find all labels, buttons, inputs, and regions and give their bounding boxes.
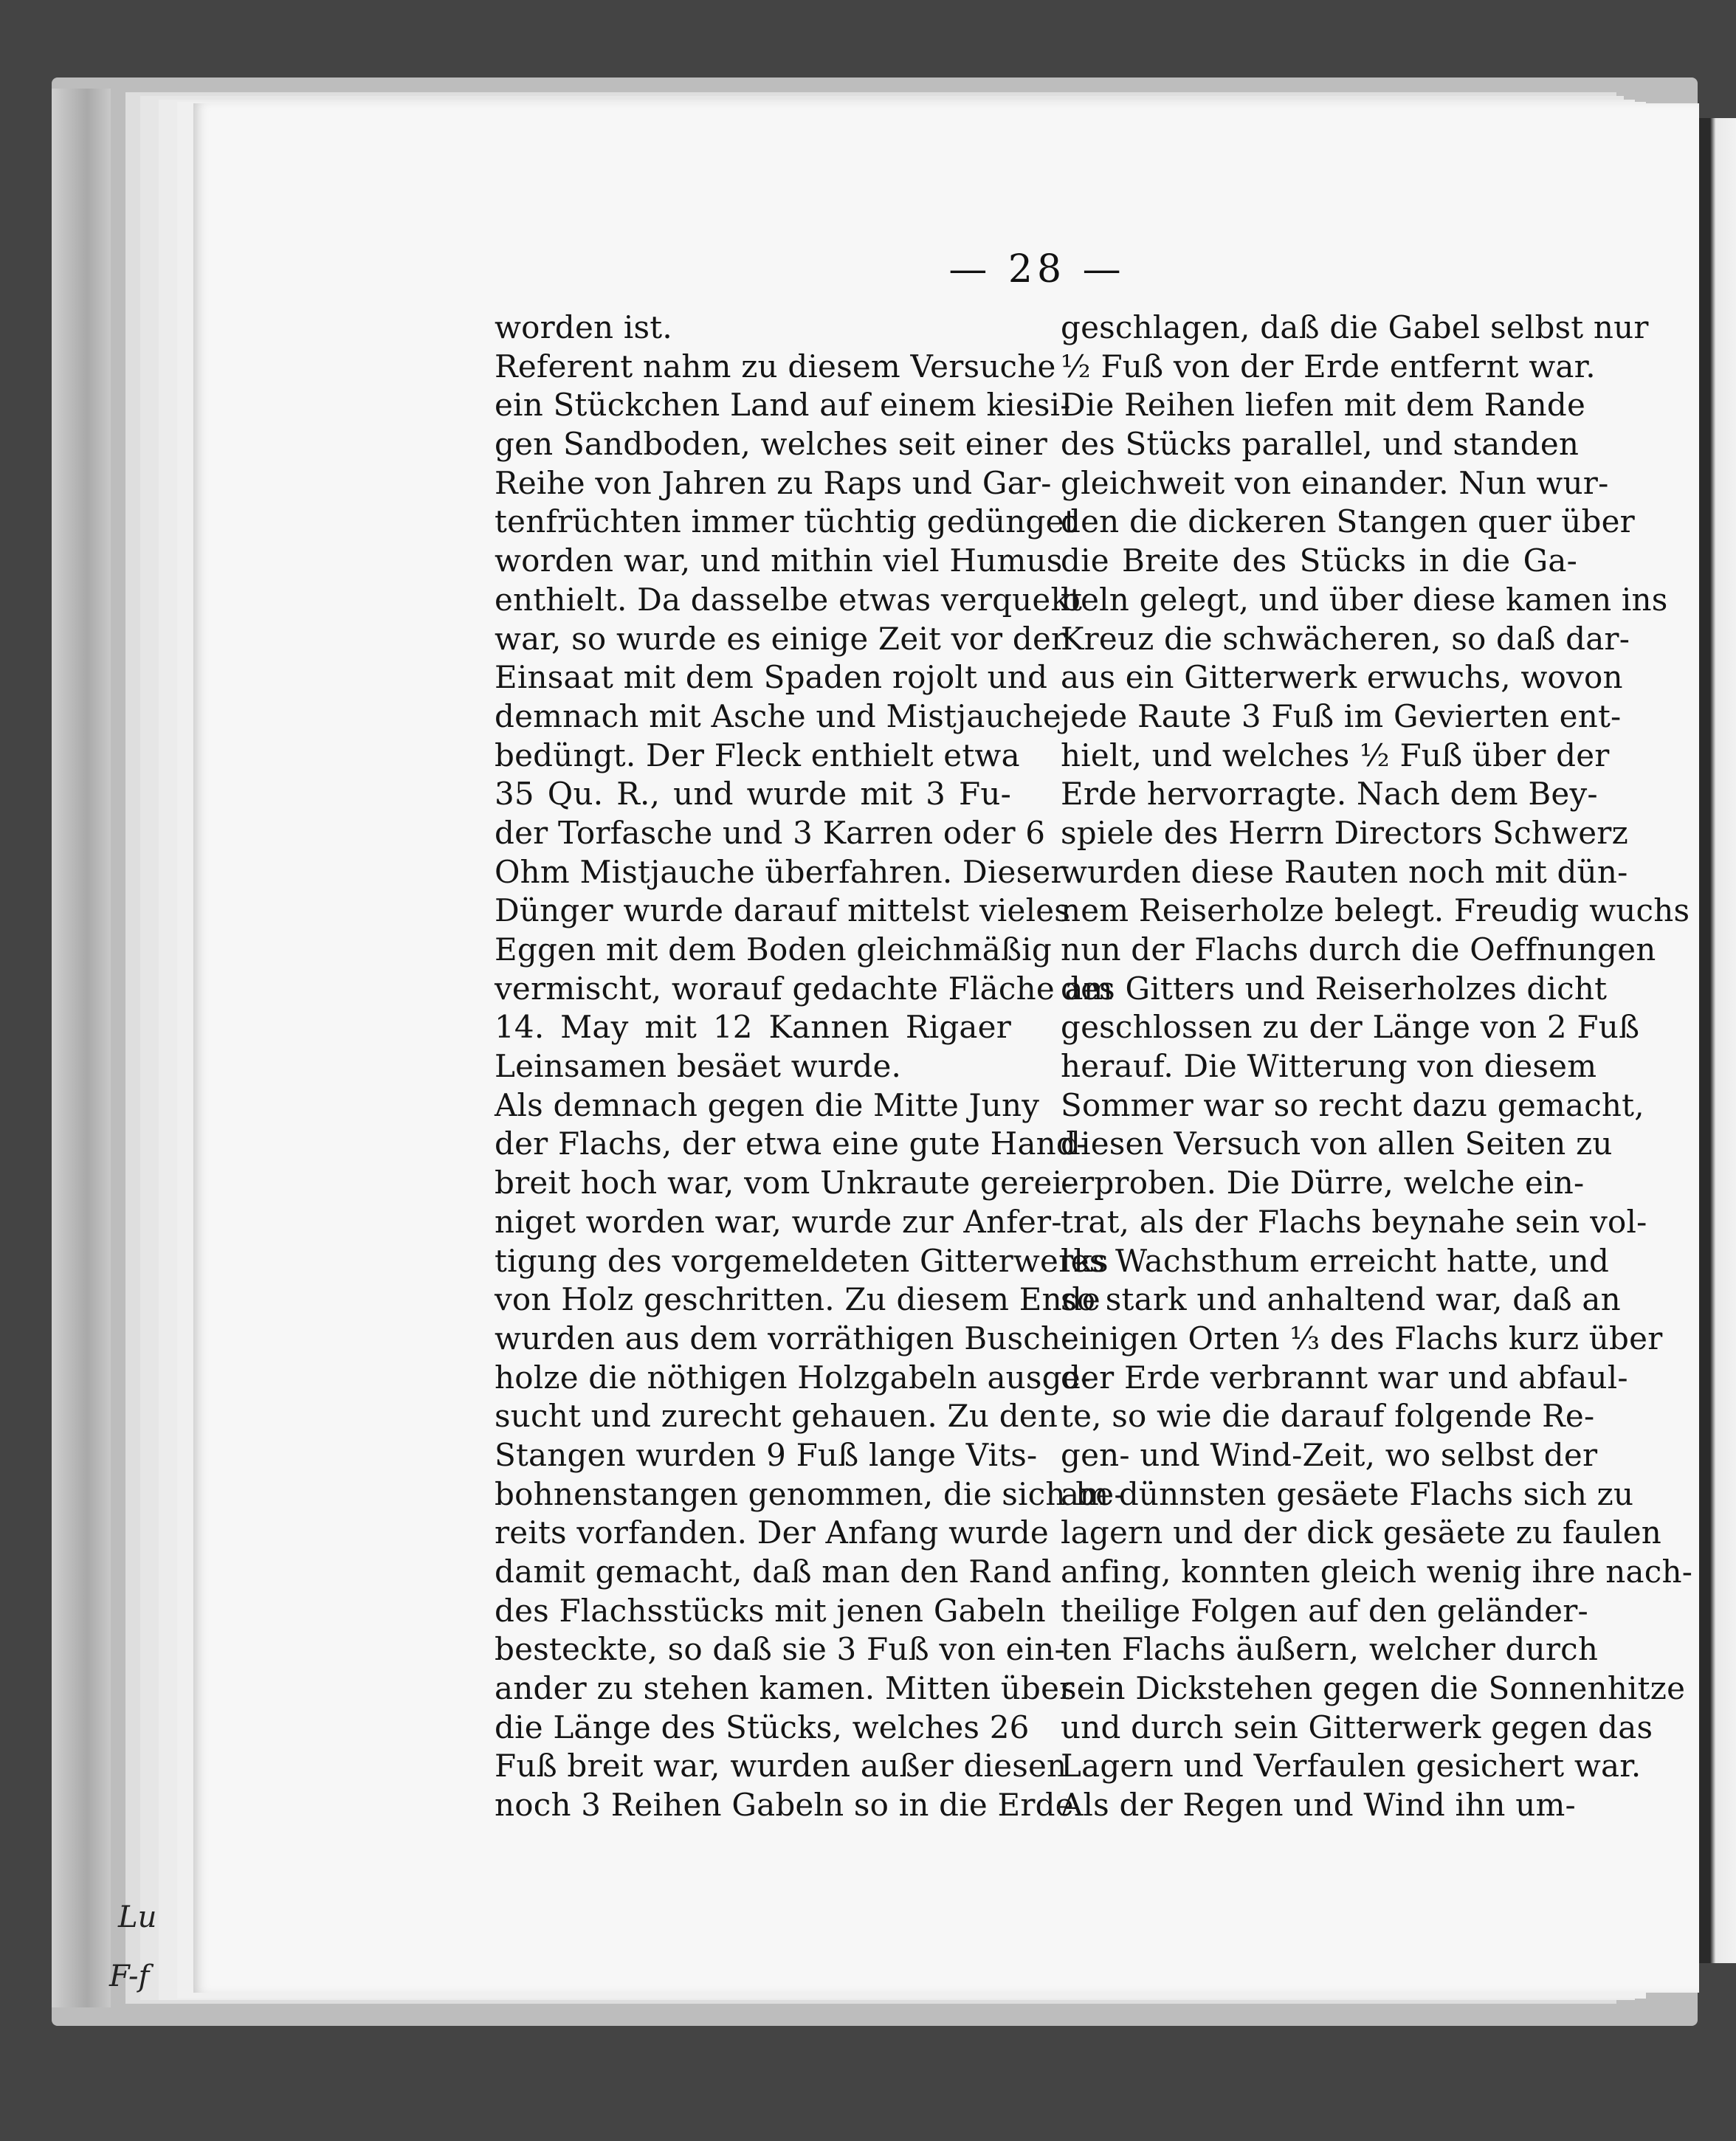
text-line: der Flachs, der etwa eine gute Hand-	[495, 1125, 1087, 1162]
text-line: Als der Regen und Wind ihn um-	[1061, 1787, 1576, 1824]
text-line: Stangen wurden 9 Fuß lange Vits-	[495, 1436, 1038, 1473]
text-line: breit hoch war, vom Unkraute gerei-	[495, 1165, 1073, 1201]
text-line: von Holz geschritten. Zu diesem Ende	[495, 1281, 1100, 1318]
text-line: Ohm Mistjauche überfahren. Dieser	[495, 853, 1066, 890]
text-line: noch 3 Reihen Gabeln so in die Erde	[495, 1787, 1074, 1824]
text-line: geschlagen, daß die Gabel selbst nur	[1061, 309, 1649, 345]
text-line: einigen Orten ⅓ des Flachs kurz über	[1061, 1320, 1663, 1356]
text-line: bedüngt. Der Fleck enthielt etwa	[495, 737, 1020, 773]
text-line: gen Sandboden, welches seit einer	[495, 426, 1048, 463]
text-line: Erde hervorragte. Nach dem Bey-	[1061, 776, 1598, 813]
text-line: ander zu stehen kamen. Mitten über	[495, 1670, 1075, 1707]
text-line: lagern und der dick gesäete zu faulen	[1061, 1514, 1662, 1551]
text-line: 14. May mit 12 Kannen Rigaer	[495, 1009, 1011, 1046]
text-line: war, so wurde es einige Zeit vor der	[495, 620, 1067, 657]
text-line: holze die nöthigen Holzgabeln ausge-	[495, 1359, 1092, 1396]
text-line: Fuß breit war, wurden außer diesen	[495, 1748, 1067, 1785]
text-line: beln gelegt, und über diese kamen ins	[1061, 581, 1668, 618]
text-line: te, so wie die darauf folgende Re-	[1061, 1398, 1595, 1435]
text-line: so stark und anhaltend war, daß an	[1061, 1281, 1621, 1318]
text-line: des Flachsstücks mit jenen Gabeln	[495, 1592, 1046, 1629]
text-line: und durch sein Gitterwerk gegen das	[1061, 1709, 1653, 1745]
text-line: niget worden war, wurde zur Anfer-	[495, 1203, 1062, 1240]
text-line: damit gemacht, daß man den Rand	[495, 1554, 1052, 1590]
text-line: Leinsamen besäet wurde.	[495, 1048, 902, 1085]
book-board-edge	[52, 89, 111, 2007]
text-line: ½ Fuß von der Erde entfernt war.	[1061, 348, 1596, 385]
text-line: Reihe von Jahren zu Raps und Gar-	[495, 464, 1052, 501]
text-line: die Länge des Stücks, welches 26	[495, 1709, 1030, 1745]
text-line: worden war, und mithin viel Humus	[495, 542, 1063, 579]
text-line: Einsaat mit dem Spaden rojolt und	[495, 659, 1048, 696]
text-line: Dünger wurde darauf mittelst vieles	[495, 892, 1071, 929]
text-line: des Stücks parallel, und standen	[1061, 426, 1580, 463]
left-text-column	[495, 308, 1125, 1825]
text-line: den die dickeren Stangen quer über	[1061, 503, 1635, 540]
text-line: besteckte, so daß sie 3 Fuß von ein-	[495, 1631, 1065, 1668]
text-line: theilige Folgen auf den geländer-	[1061, 1592, 1588, 1629]
text-line: bohnenstangen genommen, die sich be-	[495, 1475, 1125, 1512]
text-line: der Erde verbrannt war und abfaul-	[1061, 1359, 1628, 1396]
text-line: spiele des Herrn Directors Schwerz	[1061, 814, 1628, 851]
text-line: herauf. Die Witterung von diesem	[1061, 1048, 1597, 1085]
text-line: nem Reiserholze belegt. Freudig wuchs	[1061, 892, 1690, 929]
margin-note: F-f	[109, 1959, 150, 1993]
text-line: Kreuz die schwächeren, so daß dar-	[1061, 620, 1630, 657]
text-line: anfing, konnten gleich wenig ihre nach-	[1061, 1554, 1693, 1590]
text-line: reits vorfanden. Der Anfang wurde	[495, 1514, 1049, 1551]
text-line: tenfrüchten immer tüchtig gedünget	[495, 503, 1077, 540]
text-line: wurden aus dem vorräthigen Busch-	[495, 1320, 1072, 1356]
text-line: Als demnach gegen die Mitte Juny	[495, 1086, 1040, 1123]
text-line: jede Raute 3 Fuß im Gevierten ent-	[1061, 697, 1622, 734]
text-line: worden ist.	[495, 309, 672, 345]
text-line: am dünnsten gesäete Flachs sich zu	[1061, 1475, 1634, 1512]
text-line: demnach mit Asche und Mistjauche	[495, 697, 1061, 734]
text-line: gen- und Wind-Zeit, wo selbst der	[1061, 1436, 1598, 1473]
margin-note: Lu	[118, 1900, 157, 1934]
facing-page-edge	[1699, 118, 1736, 1963]
text-line: Lagern und Verfaulen gesichert war.	[1061, 1748, 1642, 1785]
text-line: 35 Qu. R., und wurde mit 3 Fu-	[495, 776, 1011, 813]
text-line: sein Dickstehen gegen die Sonnenhitze	[1061, 1670, 1686, 1707]
text-line: vermischt, worauf gedachte Fläche am	[495, 970, 1113, 1007]
text-line: geschlossen zu der Länge von 2 Fuß	[1061, 1009, 1640, 1046]
text-line: wurden diese Rauten noch mit dün-	[1061, 853, 1628, 890]
text-line: aus ein Gitterwerk erwuchs, wovon	[1061, 659, 1623, 696]
text-line: gleichweit von einander. Nun wur-	[1061, 464, 1609, 501]
text-line: sucht und zurecht gehauen. Zu den	[495, 1398, 1058, 1435]
text-line: Eggen mit dem Boden gleichmäßig	[495, 931, 1053, 968]
text-line: des Gitters und Reiserholzes dicht	[1061, 970, 1608, 1007]
text-line: die Breite des Stücks in die Ga-	[1061, 542, 1577, 579]
text-line: ten Flachs äußern, welcher durch	[1061, 1631, 1599, 1668]
text-line: tigung des vorgemeldeten Gitterwerks	[495, 1242, 1109, 1279]
text-line: diesen Versuch von allen Seiten zu	[1061, 1125, 1613, 1162]
text-line: erproben. Die Dürre, welche ein-	[1061, 1165, 1585, 1201]
text-line: Die Reihen liefen mit dem Rande	[1061, 387, 1586, 424]
text-line: Referent nahm zu diesem Versuche	[495, 348, 1056, 385]
text-line: der Torfasche und 3 Karren oder 6	[495, 814, 1046, 851]
text-line: ein Stückchen Land auf einem kiesi-	[495, 387, 1071, 424]
page-number: — 28 —	[948, 247, 1126, 292]
text-line: hielt, und welches ½ Fuß über der	[1061, 737, 1610, 773]
text-line: Sommer war so recht dazu gemacht,	[1061, 1086, 1644, 1123]
text-line: enthielt. Da dasselbe etwas verquekt	[495, 581, 1083, 618]
text-line: nun der Flachs durch die Oeffnungen	[1061, 931, 1656, 968]
text-line: les Wachsthum erreicht hatte, und	[1061, 1242, 1610, 1279]
text-line: trat, als der Flachs beynahe sein vol-	[1061, 1203, 1647, 1240]
right-text-column	[1061, 308, 1693, 1825]
